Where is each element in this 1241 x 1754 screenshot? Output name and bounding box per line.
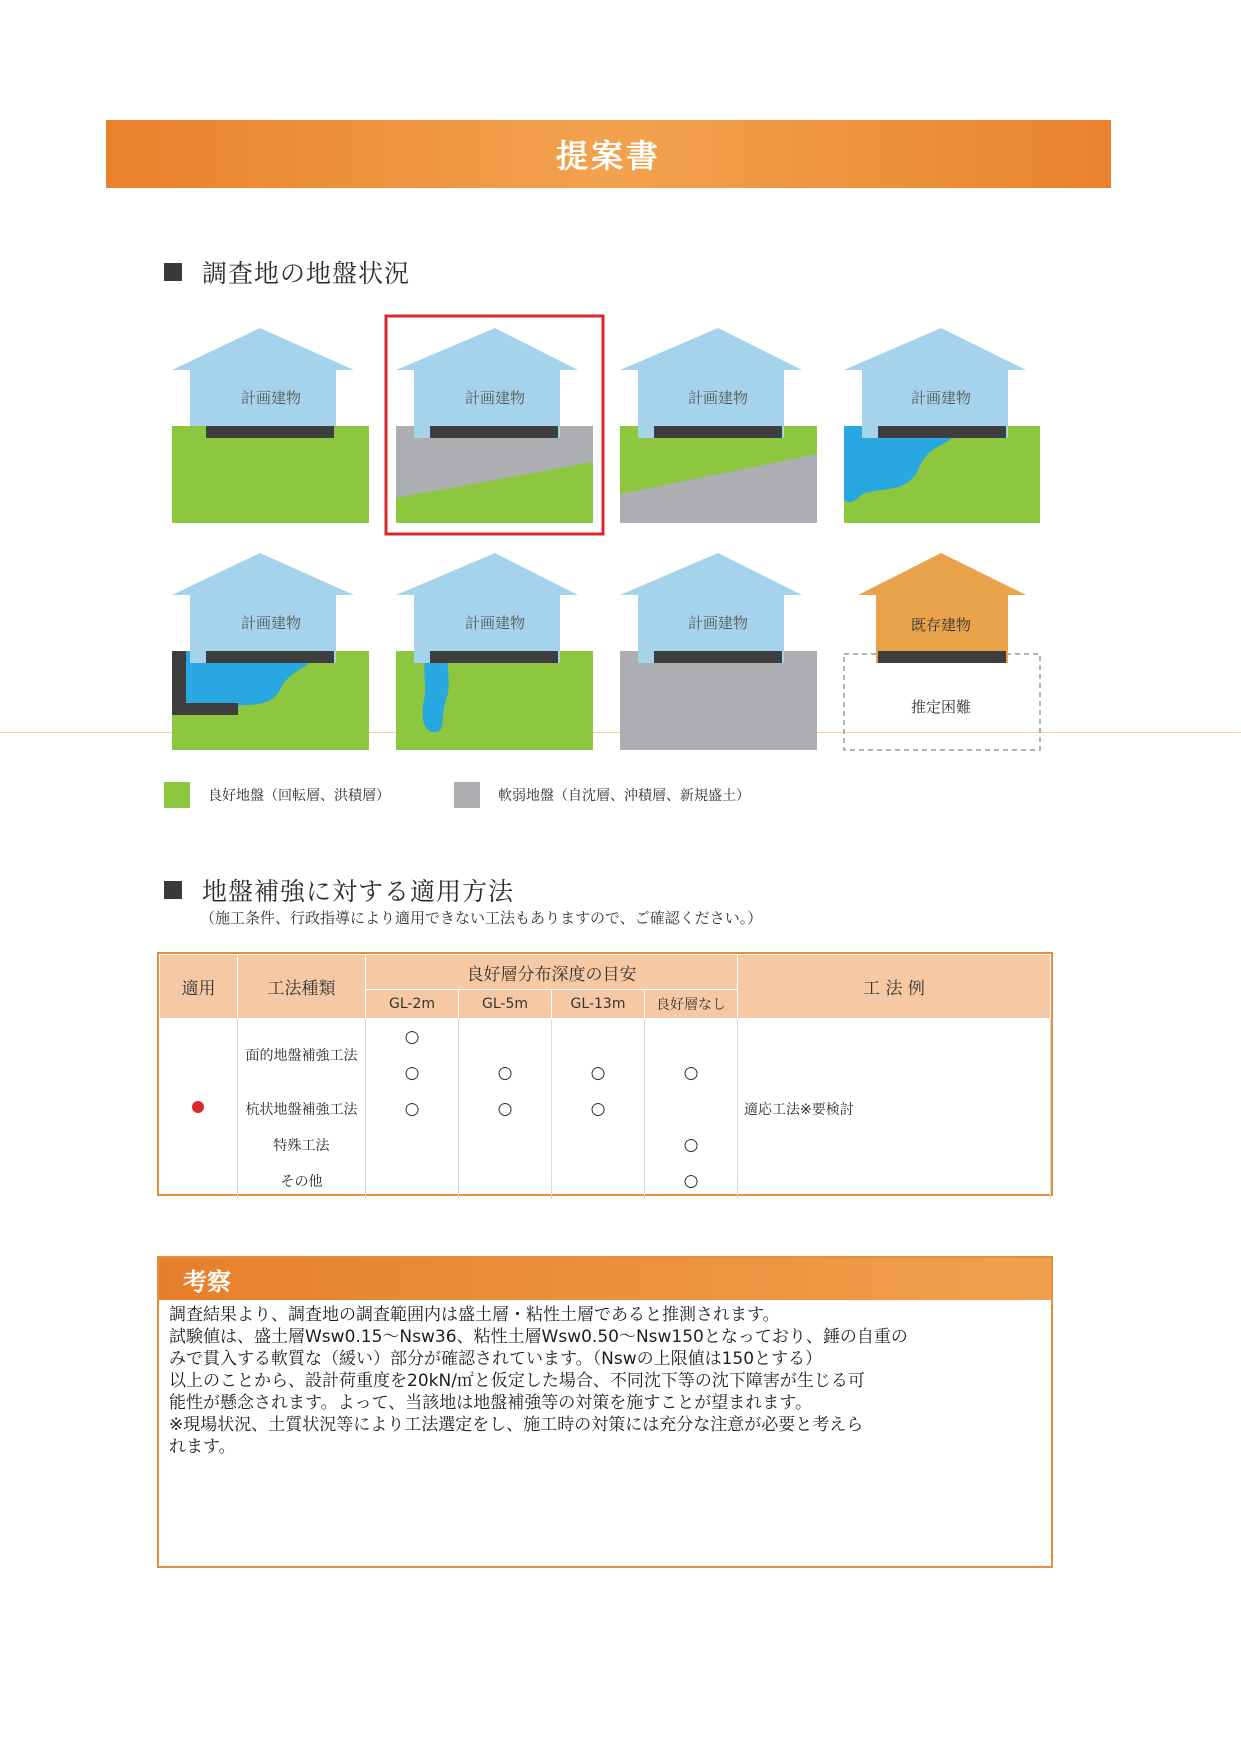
consideration-line: 調査結果より、調査地の調査範囲内は盛土層・粘性土層であると推測されます。 [169, 1305, 780, 1325]
foundation [206, 426, 334, 438]
mark-cell: ○ [459, 1055, 552, 1091]
building-label: 計画建物 [240, 389, 302, 407]
mark-cell: ○ [552, 1091, 645, 1127]
estimation-difficult-label: 推定困難 [910, 698, 972, 716]
consideration-line: れます。 [169, 1437, 236, 1457]
method-cell: 杭状地盤補強工法 [238, 1091, 366, 1127]
foundation [430, 651, 558, 663]
page-title: 提案書 [555, 137, 661, 175]
section-reinforcement-title: 地盤補強に対する適用方法 [202, 877, 515, 906]
diagram-4 [844, 328, 1040, 523]
apply-cell [160, 1127, 238, 1163]
consideration-line: 以上のことから、設計荷重度を20kN/㎡と仮定した場合、不同沈下等の沈下障害が生じる可 [169, 1371, 865, 1391]
square-bullet-icon [164, 881, 182, 899]
example-cell [738, 1019, 1051, 1056]
mark-cell: ○ [552, 1055, 645, 1091]
building-label: 計画建物 [464, 614, 526, 632]
house-icon [620, 553, 802, 663]
example-cell: 適応工法※要検討 [738, 1091, 1051, 1127]
col-example: 工 法 例 [738, 955, 1051, 1019]
building-label: 既存建物 [910, 616, 972, 634]
good-ground-layer [172, 426, 369, 523]
example-cell [738, 1163, 1051, 1199]
table-row [160, 1127, 1051, 1163]
legend-good [164, 782, 390, 808]
house-icon [620, 328, 802, 438]
applied-dot-icon [192, 1101, 204, 1113]
mark-cell: ○ [645, 1055, 738, 1091]
consideration-box [157, 1256, 1053, 1568]
col-method: 工法種類 [238, 955, 366, 1019]
building-label: 計画建物 [240, 614, 302, 632]
mark-cell [645, 1019, 738, 1056]
diagram-7 [620, 553, 817, 750]
diagram-3 [620, 328, 817, 523]
building-label: 計画建物 [687, 389, 749, 407]
house-icon [172, 328, 354, 438]
foundation [206, 651, 334, 663]
consideration-title: 考察 [159, 1258, 1051, 1300]
mark-cell [459, 1127, 552, 1163]
consideration-line: 試験値は、盛土層Wsw0.15～Nsw36、粘性土層Wsw0.50～Nsw150となっており、錘の自重の [169, 1327, 908, 1347]
col-depth: GL-13m [552, 990, 645, 1019]
mark-cell [552, 1127, 645, 1163]
col-depth: GL-5m [459, 990, 552, 1019]
apply-cell [160, 1091, 238, 1127]
diagram-2 [386, 316, 603, 534]
existing-house-icon [858, 553, 1026, 663]
apply-cell [160, 1163, 238, 1199]
mark-cell [552, 1163, 645, 1199]
mark-cell: ○ [366, 1055, 459, 1091]
mark-cell: ○ [366, 1091, 459, 1127]
building-label: 計画建物 [464, 389, 526, 407]
mark-cell [459, 1163, 552, 1199]
method-cell: 特殊工法 [238, 1127, 366, 1163]
col-apply: 適用 [160, 955, 238, 1019]
mark-cell [645, 1091, 738, 1127]
col-depth: GL-2m [366, 990, 459, 1019]
diagram-5 [172, 553, 369, 750]
good-ground-swatch [164, 782, 190, 808]
foundation [878, 651, 1006, 663]
mark-cell: ○ [645, 1127, 738, 1163]
legend-good-label: 良好地盤（回転層、洪積層） [208, 788, 390, 804]
foundation [878, 426, 1006, 438]
method-table [157, 952, 1053, 1196]
ground-condition-diagrams [0, 0, 1241, 760]
foundation [654, 426, 782, 438]
foundation [430, 426, 558, 438]
retaining-wall-base [172, 703, 238, 715]
weak-ground-layer [620, 651, 817, 750]
section-ground-title: 調査地の地盤状況 [202, 259, 411, 288]
table-row [160, 1091, 1051, 1127]
consideration-line: ※現場状況、土質状況等により工法選定をし、施工時の対策には充分な注意が必要と考えら [169, 1415, 864, 1435]
consideration-body [159, 1300, 1051, 1458]
method-cell: その他 [238, 1163, 366, 1199]
mark-cell [366, 1163, 459, 1199]
diagram-1 [172, 328, 369, 523]
mark-cell: ○ [366, 1019, 459, 1056]
col-depth: 良好層なし [645, 990, 738, 1019]
mark-cell [552, 1019, 645, 1056]
building-label: 計画建物 [687, 614, 749, 632]
house-icon [844, 328, 1026, 438]
table-row [160, 1019, 1051, 1056]
diagram-8 [844, 553, 1040, 750]
house-icon [396, 328, 578, 438]
building-label: 計画建物 [910, 389, 972, 407]
col-depth-group: 良好層分布深度の目安 [366, 955, 738, 990]
mark-cell: ○ [459, 1091, 552, 1127]
mark-cell [366, 1127, 459, 1163]
weak-ground-swatch [454, 782, 480, 808]
legend-weak-label: 軟弱地盤（自沈層、沖積層、新規盛土） [498, 788, 750, 804]
diagram-6 [396, 553, 593, 750]
consideration-line: みで貫入する軟質な（緩い）部分が確認されています。（Nswの上限値は150とする） [169, 1349, 823, 1369]
foundation [654, 651, 782, 663]
house-icon [172, 553, 354, 663]
legend-weak [454, 782, 750, 808]
section-reinforcement-note: （施工条件、行政指導により適用できない工法もありますので、ご確認ください。） [200, 909, 763, 927]
mark-cell: ○ [645, 1163, 738, 1199]
section-reinforcement-heading [164, 872, 514, 908]
consideration-line: 能性が懸念されます。よって、当該地は地盤補強等の対策を施すことが望まれます。 [169, 1393, 812, 1413]
example-cell [738, 1055, 1051, 1091]
mark-cell [459, 1019, 552, 1056]
apply-cell [160, 1019, 238, 1092]
method-cell: 面的地盤補強工法 [238, 1019, 366, 1092]
example-cell [738, 1127, 1051, 1163]
house-icon [396, 553, 578, 663]
table-row [160, 1163, 1051, 1199]
